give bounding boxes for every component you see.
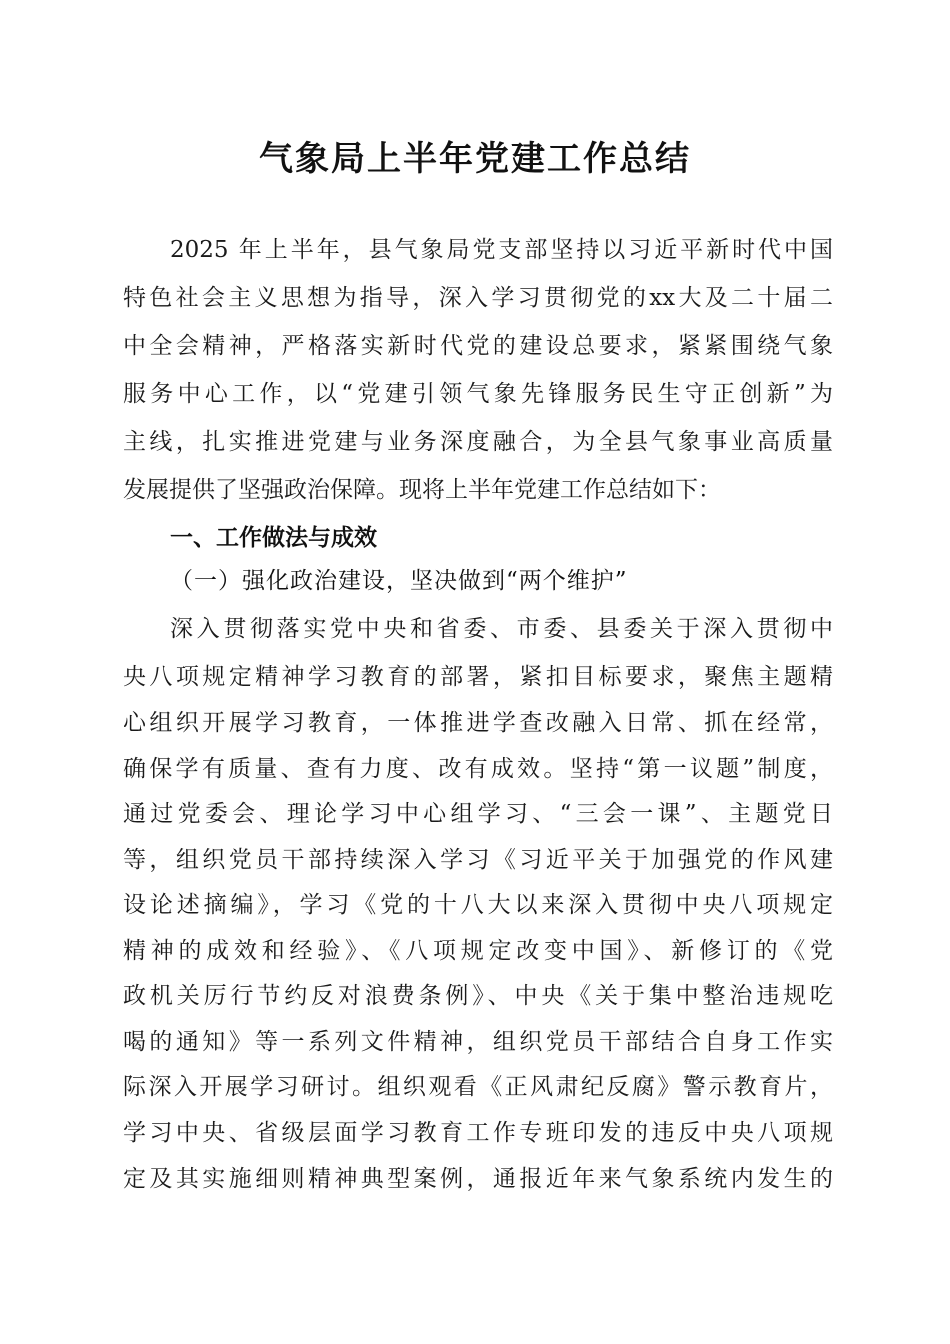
body-paragraph-line: 喝的通知》等一系列文件精神，组织党员干部结合自身工作实 <box>123 1029 833 1055</box>
intro-paragraph-line: 服务中心工作，以“党建引领气象先锋服务民生守正创新”为 <box>123 381 833 407</box>
body-paragraph-line: 政机关厉行节约反对浪费条例》、中央《关于集中整治违规吃 <box>123 983 833 1009</box>
body-paragraph-line: 等，组织党员干部持续深入学习《习近平关于加强党的作风建 <box>123 847 833 873</box>
body-paragraph-line: 精神的成效和经验》、《八项规定改变中国》、新修订的《党 <box>123 938 833 964</box>
intro-paragraph-line: 发展提供了坚强政治保障。现将上半年党建工作总结如下： <box>123 477 721 503</box>
body-paragraph-line: 确保学有质量、查有力度、改有成效。坚持“第一议题”制度， <box>123 756 833 782</box>
body-paragraph-line: 际深入开展学习研讨。组织观看《正风肃纪反腐》警示教育片， <box>123 1074 833 1100</box>
body-paragraph-line: 心组织开展学习教育，一体推进学查改融入日常、抓在经常， <box>123 710 833 736</box>
body-paragraph-line: 定及其实施细则精神典型案例，通报近年来气象系统内发生的 <box>123 1166 833 1192</box>
body-paragraph-line: 央八项规定精神学习教育的部署，紧扣目标要求，聚焦主题精 <box>123 664 833 690</box>
body-paragraph-line: 设论述摘编》，学习《党的十八大以来深入贯彻中央八项规定 <box>123 892 833 918</box>
subsection-heading: （一）强化政治建设，坚决做到“两个维护” <box>170 568 628 594</box>
intro-paragraph-line: 中全会精神，严格落实新时代党的建设总要求，紧紧围绕气象 <box>123 333 833 359</box>
intro-paragraph-line: 主线，扎实推进党建与业务深度融合，为全县气象事业高质量 <box>123 429 833 455</box>
intro-paragraph-line: 2025 年上半年，县气象局党支部坚持以习近平新时代中国 <box>170 237 833 263</box>
body-paragraph-line: 通过党委会、理论学习中心组学习、“三会一课”、主题党日 <box>123 801 833 827</box>
document-title: 气象局上半年党建工作总结 <box>259 139 691 179</box>
body-paragraph-line: 深入贯彻落实党中央和省委、市委、县委关于深入贯彻中 <box>170 616 833 642</box>
intro-paragraph-line: 特色社会主义思想为指导，深入学习贯彻党的xx大及二十届二 <box>123 285 833 311</box>
body-paragraph-line: 学习中央、省级层面学习教育工作专班印发的违反中央八项规 <box>123 1120 833 1146</box>
section-heading: 一、工作做法与成效 <box>170 525 377 551</box>
